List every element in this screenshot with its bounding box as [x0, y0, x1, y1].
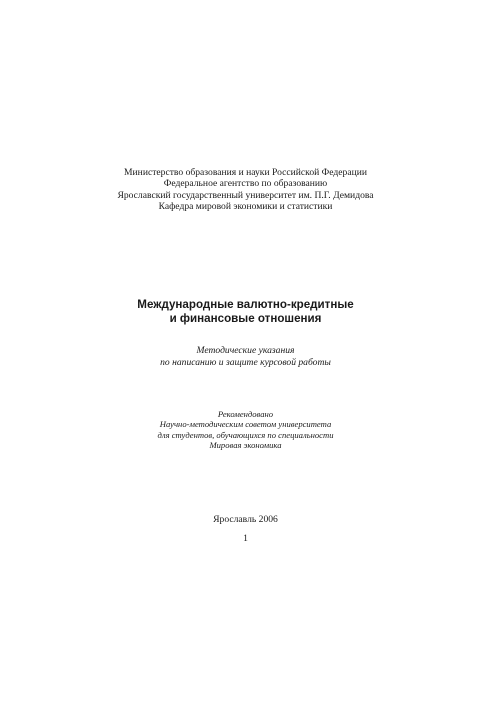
title-line-2: и финансовые отношения — [169, 312, 322, 325]
title-line-1: Международные валютно-кредитные — [137, 298, 354, 311]
page-number: 1 — [243, 533, 248, 544]
university-line: Ярославский государственный университет им. П.Г. Демидова — [117, 189, 374, 201]
document-title — [0, 298, 491, 326]
city-year: Ярославль 2006 — [213, 514, 278, 525]
recommend-line-4: Мировая экономика — [209, 440, 282, 451]
institution-header — [0, 167, 491, 213]
recommend-line-1: Рекомендовано — [217, 409, 274, 419]
subtitle-line-2: по написанию и защите курсовой работы — [160, 357, 331, 368]
ministry-line: Министерство образования и науки Российской Федерации — [124, 167, 367, 178]
document-subtitle — [0, 345, 491, 369]
subtitle-line-1: Методические указания — [196, 345, 295, 356]
recommend-line-2: Научно-методическим советом университета — [159, 419, 332, 430]
department-line: Кафедра мировой экономики и статистики — [158, 201, 333, 213]
recommend-line-3: для студентов, обучающихся по специальности — [157, 429, 334, 440]
agency-line: Федеральное агентство по образованию — [163, 178, 328, 190]
recommendation-note — [0, 409, 491, 451]
